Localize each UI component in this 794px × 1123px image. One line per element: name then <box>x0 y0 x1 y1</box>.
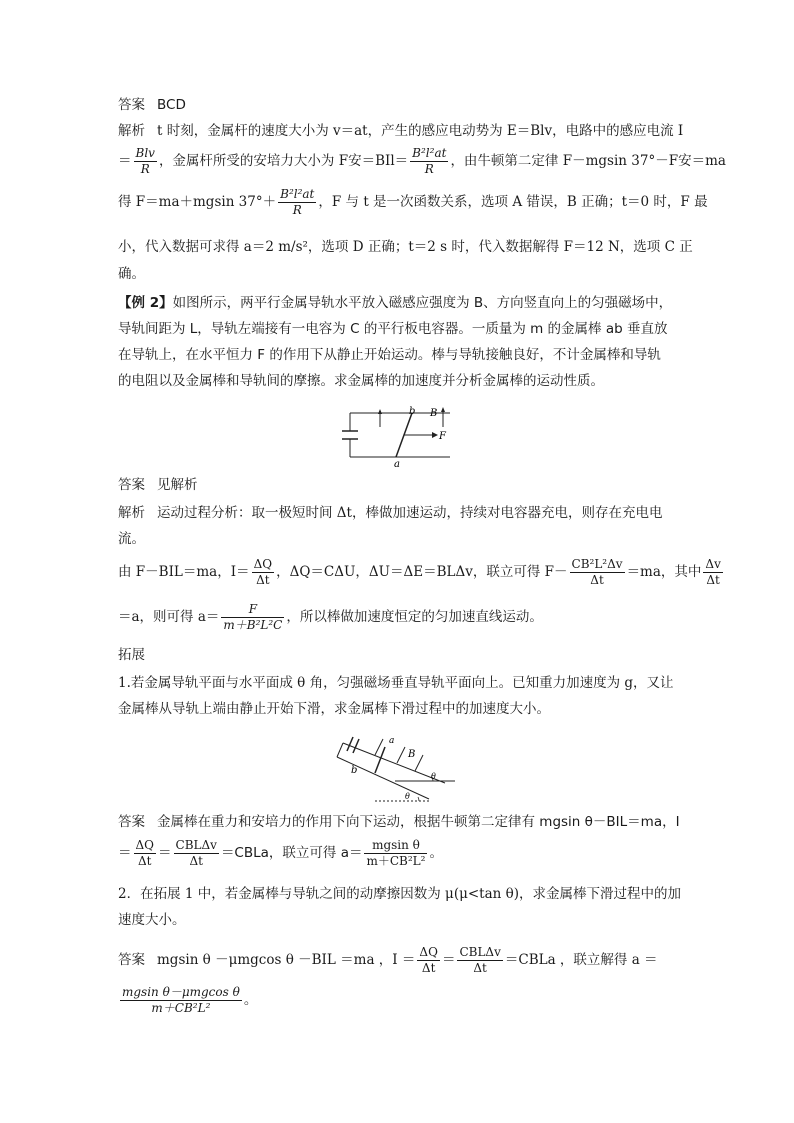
text: ＝ <box>441 952 456 968</box>
answer-value: BCD <box>157 97 186 113</box>
numerator: ΔQ <box>135 838 155 852</box>
fraction <box>457 945 502 976</box>
numerator: Δv <box>705 557 721 571</box>
label-F: F <box>439 431 446 442</box>
ext2-answer-line-2 <box>118 985 678 1016</box>
numerator: ΔQ <box>419 945 438 959</box>
analysis-line-2 <box>118 146 726 177</box>
numerator: CB²L²Δv <box>571 557 623 571</box>
text: 。 <box>243 992 258 1008</box>
analysis-line-1 <box>118 121 684 141</box>
example-2-line-2: 导轨间距为 L，导轨左端接有一电容为 C 的平行板电容器。一质量为 m 的金属棒 ab 垂直放 <box>118 321 668 337</box>
text: ，所以棒做加速度恒定的匀加速直线运动。 <box>286 609 543 625</box>
numerator: CBLΔv <box>459 945 501 959</box>
text: ，由牛顿第二定律 F－mgsin 37°－F安＝ma <box>450 153 726 169</box>
rail-capacitor-figure <box>340 405 460 470</box>
fraction <box>134 838 157 869</box>
label-theta-2: θ <box>405 792 410 801</box>
analysis-line-5: 确。 <box>118 266 145 282</box>
fraction <box>134 146 157 177</box>
result-fraction <box>120 985 242 1016</box>
numerator: mgsin θ－μmgcos θ <box>122 985 240 999</box>
text: 。 <box>429 845 443 861</box>
numerator: F <box>221 602 284 618</box>
text: 金属棒在重力和安培力的作用下向下运动，根据牛顿第二定律有 mgsin θ－BIL＝ma，I <box>157 814 680 830</box>
force-arrowhead <box>432 432 438 438</box>
fraction <box>174 838 219 869</box>
analysis-line-4: 小，代入数据可求得 a＝2 m/s²，选项 D 正确；t＝2 s 时，代入数据解得 F＝12 N，选项 C 正 <box>118 239 693 255</box>
denominator: R <box>292 203 302 217</box>
angle-arc-2 <box>418 797 419 801</box>
extension-1-line-2: 金属棒从导轨上端由静止开始下滑，求金属棒下滑过程中的加速度大小。 <box>118 701 550 717</box>
numerator: B²l²at <box>280 187 315 201</box>
text: ＝ma，其中 <box>626 564 702 580</box>
text: 如图所示，两平行金属导轨水平放入磁感应强度为 B、方向竖直向上的匀强磁场中， <box>172 295 673 311</box>
field-arrow-3 <box>415 755 423 771</box>
denominator: m＋CB²L² <box>151 1001 211 1015</box>
field-arrow-2 <box>397 747 405 763</box>
text: ＝a，则可得 a＝ <box>118 609 220 625</box>
text: ＝CBLa ，联立解得 a ＝ <box>504 952 658 968</box>
label-a: a <box>394 459 400 470</box>
field-arrow-1 <box>375 739 383 755</box>
denominator: m＋B²L²C <box>223 618 283 632</box>
ext1-answer-line-1 <box>118 812 678 832</box>
example-2-line-4: 的电阻以及金属棒和导轨间的摩擦。求金属棒的加速度并分析金属棒的运动性质。 <box>118 373 604 389</box>
extension-1-line-1: 1.若金属导轨平面与水平面成 θ 角，匀强磁场垂直导轨平面向上。已知重力加速度为 g，又让 <box>118 675 674 691</box>
ext2-answer-line-1 <box>118 945 678 976</box>
text: ＝CBLa，联立可得 a＝ <box>220 845 363 861</box>
analysis-2-line-1 <box>118 503 678 523</box>
label-b: b <box>351 765 358 776</box>
text: ，ΔQ＝CΔU，ΔU＝ΔE＝BLΔv，联立可得 F－ <box>276 564 568 580</box>
analysis-text: t 时刻，金属杆的速度大小为 v＝at，产生的感应电动势为 E＝Blv，电路中的感应电流 I <box>157 123 684 139</box>
extension-heading: 拓展 <box>118 647 145 663</box>
fraction <box>417 945 440 976</box>
numerator: CBLΔv <box>175 838 217 852</box>
upper-rail <box>343 743 445 783</box>
denominator: Δt <box>421 961 436 975</box>
label-B: B <box>408 749 416 760</box>
analysis-2-line-2: 流。 <box>118 531 145 547</box>
answer-label: 答案 <box>118 97 145 113</box>
fraction <box>364 838 427 869</box>
text: 得 F＝ma＋mgsin 37°＋ <box>118 194 277 210</box>
answer-line-2 <box>118 475 678 495</box>
label-a: a <box>389 736 395 746</box>
label-B: B <box>430 408 438 419</box>
denominator: m＋CB²L² <box>366 854 426 868</box>
analysis-label: 解析 <box>118 123 145 139</box>
analysis-2-line-4 <box>118 602 678 633</box>
denominator: Δt <box>189 854 203 868</box>
denominator: R <box>140 162 150 176</box>
numerator: Blv <box>135 146 155 160</box>
incline-rail-figure <box>335 725 460 803</box>
fraction <box>221 602 284 633</box>
denominator: R <box>424 162 434 176</box>
answer-label: 答案 <box>118 952 145 968</box>
text: mgsin θ －μmgcos θ －BIL ＝ma ，I ＝ <box>157 952 416 968</box>
analysis-label: 解析 <box>118 505 145 521</box>
label-b: b <box>409 406 416 417</box>
denominator: Δt <box>473 961 487 975</box>
capacitor-plate-2 <box>353 739 359 753</box>
text: ，金属杆所受的安培力大小为 F安＝BIl＝ <box>158 153 409 169</box>
fraction <box>278 187 316 218</box>
denominator: Δt <box>138 854 152 868</box>
field-arrowhead-1 <box>378 409 382 414</box>
answer-label: 答案 <box>118 477 145 493</box>
extension-2-line-1: 2．在拓展 1 中，若金属棒与导轨之间的动摩擦因数为 μ(μ<tan θ)，求金属棒下滑过程中的加 <box>118 886 682 902</box>
label-theta-1: θ <box>431 772 436 781</box>
ext1-answer-line-2 <box>118 838 678 869</box>
answer-value: 见解析 <box>157 477 198 493</box>
field-arrowhead-2 <box>441 407 445 412</box>
analysis-line-3 <box>118 187 708 218</box>
example-2-line-3: 在导轨上，在水平恒力 F 的作用下从静止开始运动。棒与导轨接触良好，不计金属棒和导轨 <box>118 347 661 363</box>
fraction <box>410 146 448 177</box>
example-2-tag: 【例 2】 <box>118 295 173 311</box>
text: 由 F－BIL＝ma，I＝ <box>118 564 250 580</box>
extension-2-line-2: 速度大小。 <box>118 912 186 928</box>
fraction <box>252 557 275 588</box>
denominator: Δt <box>256 573 270 587</box>
text: ，F 与 t 是一次函数关系，选项 A 错误，B 正确；t＝0 时，F 最 <box>318 194 708 210</box>
fraction <box>570 557 625 588</box>
text: ＝ <box>158 845 172 861</box>
answer-line-1 <box>118 95 678 115</box>
numerator: ΔQ <box>253 557 273 571</box>
text: 运动过程分析：取一极短时间 Δt，棒做加速运动，持续对电容器充电，则存在充电电 <box>157 505 663 521</box>
denominator: Δt <box>590 573 604 587</box>
text: ＝ <box>118 153 132 169</box>
capacitor-plate-1 <box>347 737 353 751</box>
fraction <box>703 557 722 588</box>
lower-rail <box>337 757 429 799</box>
numerator: mgsin θ <box>364 838 427 854</box>
rail-end <box>337 743 343 757</box>
answer-label: 答案 <box>118 814 145 830</box>
denominator: Δt <box>706 573 720 587</box>
text: ＝ <box>118 845 132 861</box>
numerator: B²l²at <box>412 146 447 160</box>
example-2-line-1 <box>118 293 678 313</box>
